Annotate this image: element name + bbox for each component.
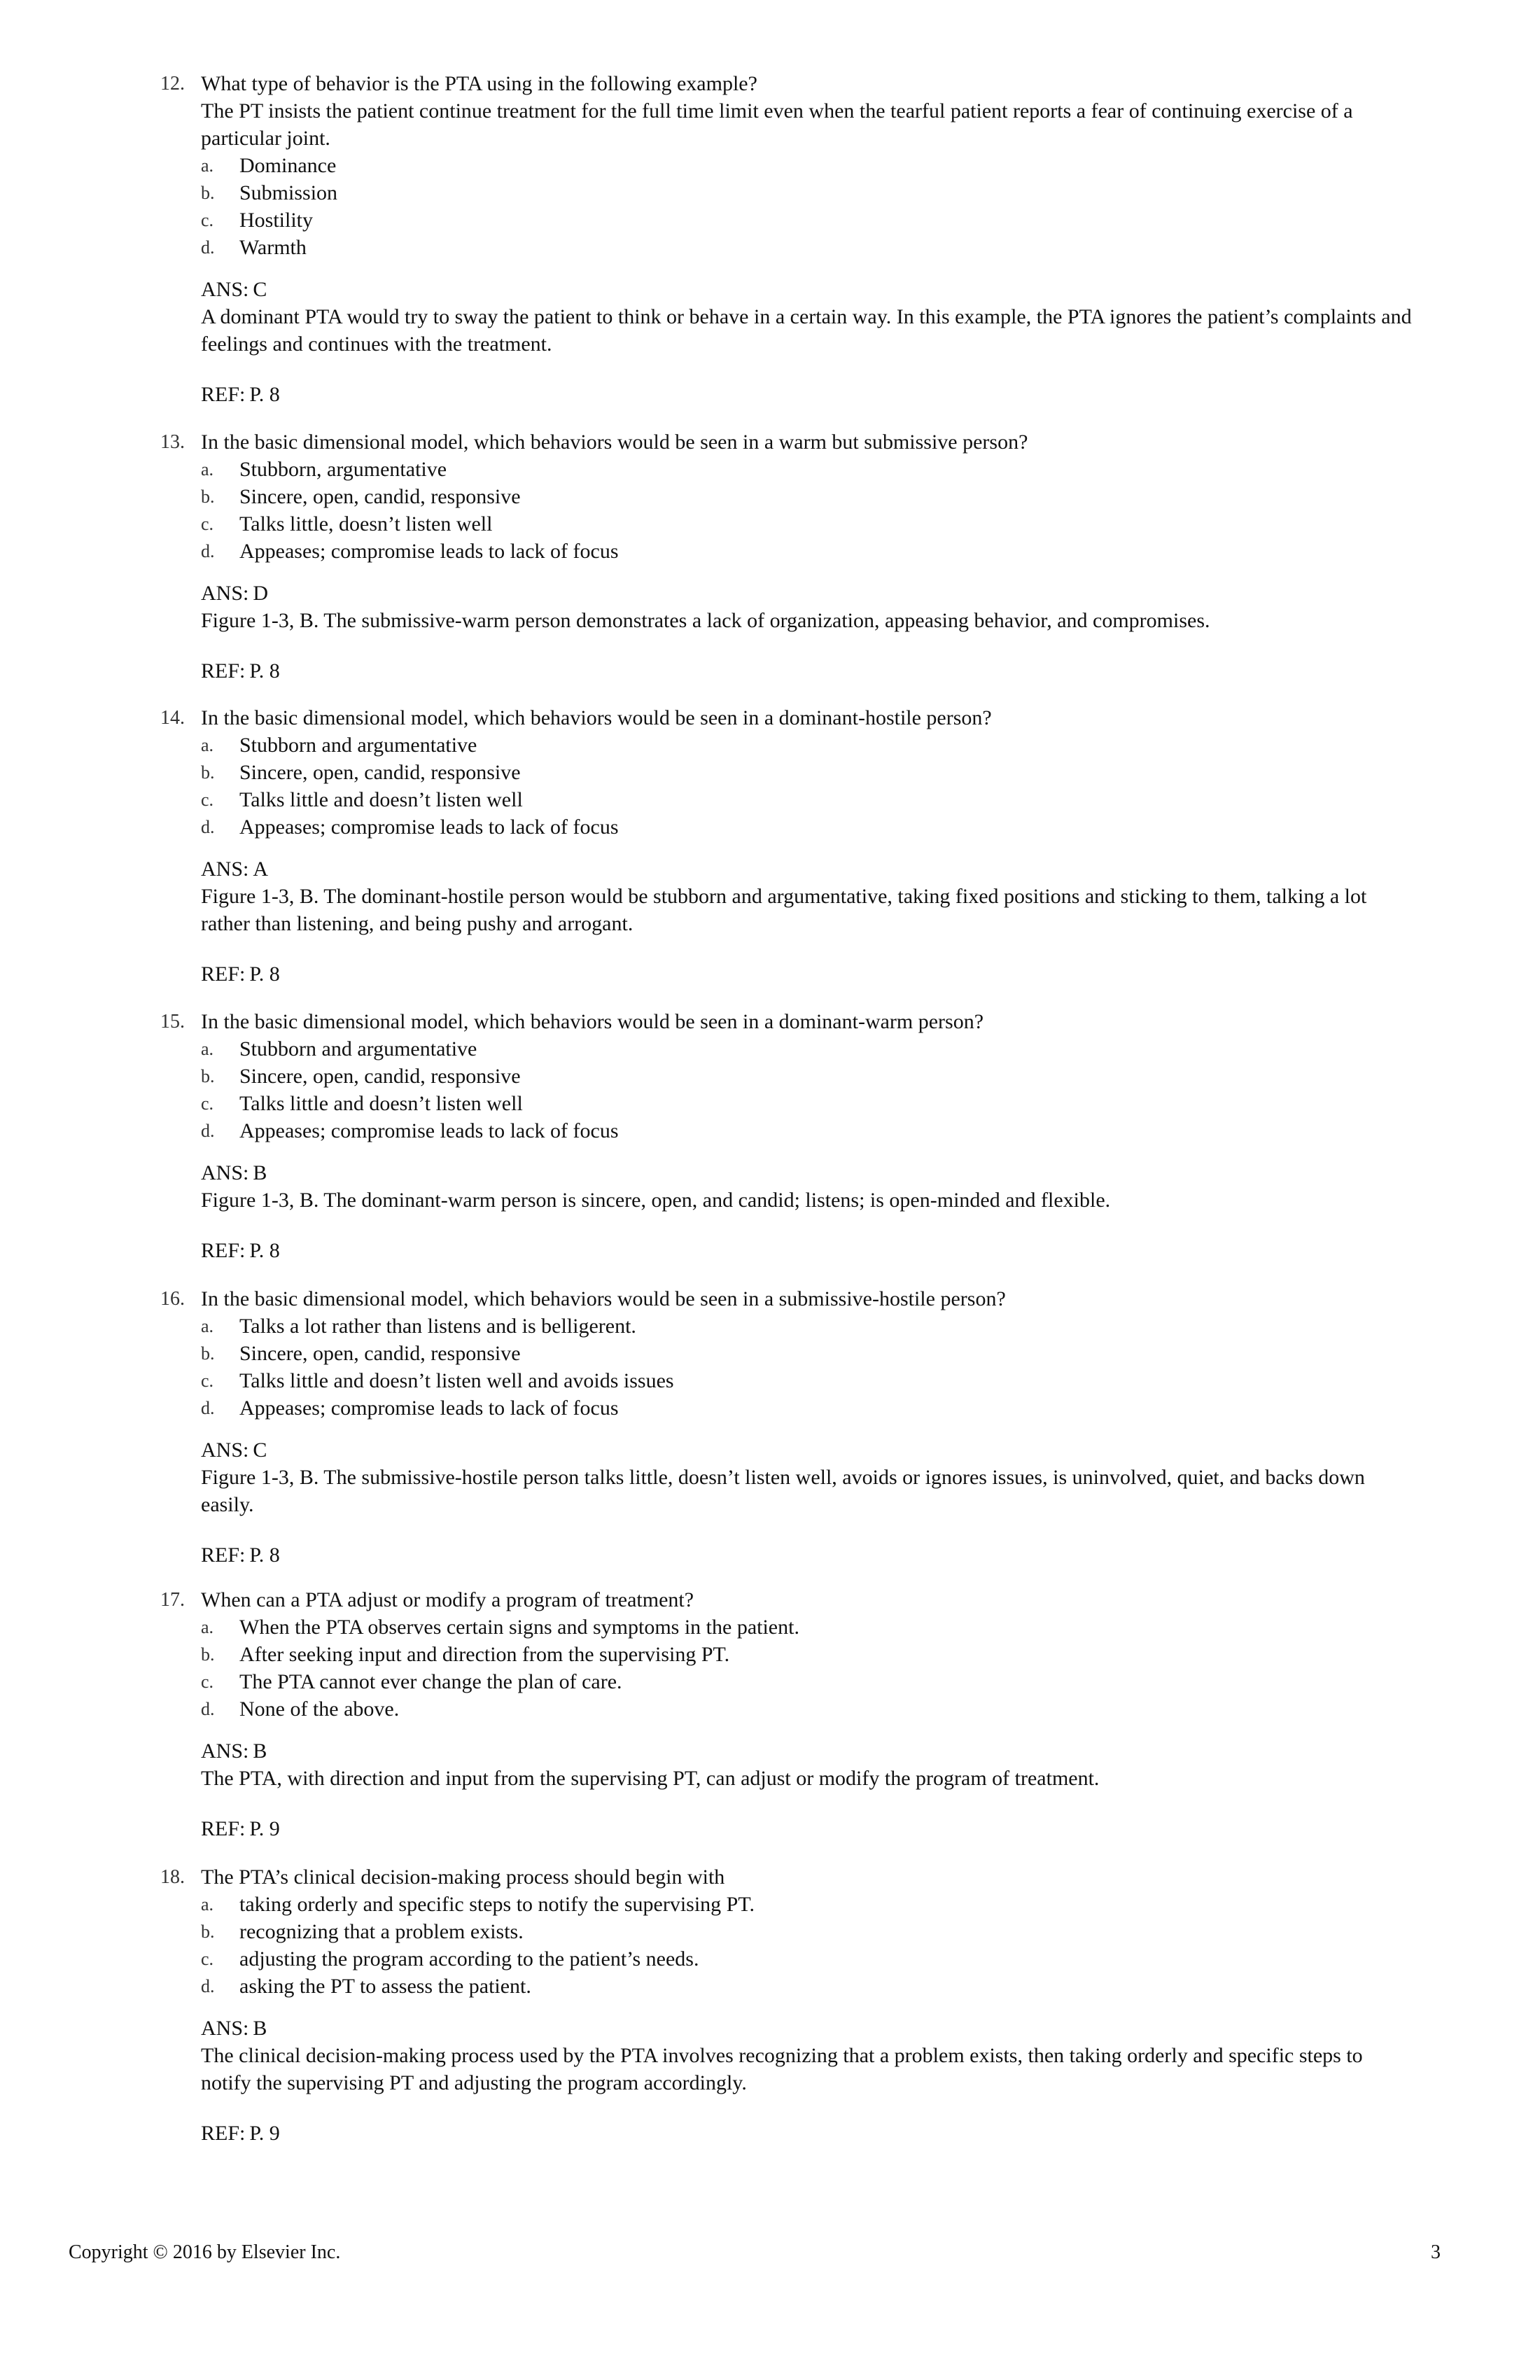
option-letter: a. <box>201 155 214 176</box>
option-text: Stubborn and argumentative <box>239 1037 477 1060</box>
question-14 <box>155 704 1429 988</box>
option-c <box>201 206 1429 234</box>
question-stem: What type of behavior is the PTA using in the following example? <box>201 72 757 95</box>
question-number: 15. <box>160 1011 185 1032</box>
option-a <box>201 732 1429 759</box>
option-text: Sincere, open, candid, responsive <box>239 761 521 784</box>
reference-label: REF: <box>201 659 246 682</box>
option-text: Appeases; compromise leads to lack of focus <box>239 540 619 563</box>
answer-rationale: The clinical decision-making process used by the PTA involves recognizing that a problem exists, then taking orderly and specific steps to notify the supervising PT and adjusting the program accordingly. <box>201 2044 1363 2094</box>
option-text: Talks a lot rather than listens and is belligerent. <box>239 1315 636 1338</box>
option-letter: b. <box>201 1066 215 1086</box>
answer-label: ANS: <box>201 1161 249 1184</box>
answer-line <box>201 1160 1429 1186</box>
answer-rationale: Figure 1-3, B. The dominant-warm person is sincere, open, and candid; listens; is open-minded and flexible. <box>201 1189 1111 1212</box>
question-number: 14. <box>160 707 185 729</box>
answer-line <box>201 2015 1429 2042</box>
answer-value: D <box>253 582 269 605</box>
reference-page: P. 8 <box>249 1239 280 1262</box>
reference-line <box>201 382 1429 408</box>
option-text: Sincere, open, candid, responsive <box>239 1065 521 1088</box>
question-12 <box>155 70 1429 408</box>
option-letter: d. <box>201 1976 215 1996</box>
option-text: adjusting the program according to the patient’s needs. <box>239 1947 699 1970</box>
option-letter: a. <box>201 459 214 479</box>
option-a <box>201 1312 1429 1340</box>
option-c <box>201 1367 1429 1394</box>
question-17 <box>155 1586 1429 1842</box>
answer-label: ANS: <box>201 1438 249 1462</box>
option-b <box>201 1063 1429 1090</box>
option-a <box>201 1614 1429 1641</box>
answer-value: B <box>253 2017 267 2040</box>
option-d <box>201 1973 1429 2000</box>
option-letter: b. <box>201 1644 215 1665</box>
option-a <box>201 456 1429 483</box>
answer-rationale: A dominant PTA would try to sway the patient to think or behave in a certain way. In this example, the PTA ignores the patient’s complaints and feelings and continues with the treatment. <box>201 305 1412 356</box>
answer-label: ANS: <box>201 582 249 605</box>
question-number: 16. <box>160 1288 185 1310</box>
reference-line <box>201 658 1429 685</box>
reference-label: REF: <box>201 1239 246 1262</box>
option-text: Appeases; compromise leads to lack of focus <box>239 1396 619 1420</box>
question-stem: In the basic dimensional model, which behaviors would be seen in a dominant-hostile person? <box>201 706 992 729</box>
answer-rationale: Figure 1-3, B. The submissive-hostile person talks little, doesn’t listen well, avoids or ignores issues, is uninvolved, quiet, and backs down easily. <box>201 1466 1365 1516</box>
option-letter: c. <box>201 514 214 534</box>
answer-line <box>201 1738 1429 1765</box>
footer-page-number: 3 <box>1431 2241 1441 2263</box>
option-letter: b. <box>201 1343 215 1364</box>
option-text: taking orderly and specific steps to notify the supervising PT. <box>239 1893 755 1916</box>
question-stem: In the basic dimensional model, which behaviors would be seen in a warm but submissive person? <box>201 430 1028 454</box>
reference-label: REF: <box>201 2122 246 2145</box>
option-b <box>201 179 1429 206</box>
option-d <box>201 1394 1429 1422</box>
option-letter: d. <box>201 817 215 837</box>
option-a <box>201 1035 1429 1063</box>
answer-line <box>201 580 1429 607</box>
option-letter: b. <box>201 183 215 203</box>
option-letter: d. <box>201 541 215 561</box>
option-letter: c. <box>201 790 214 810</box>
question-scenario: The PT insists the patient continue treatment for the full time limit even when the tearful patient reports a fear of continuing exercise of a particular joint. <box>201 99 1353 150</box>
option-c <box>201 1668 1429 1695</box>
option-d <box>201 538 1429 565</box>
option-d <box>201 1695 1429 1723</box>
answer-value: B <box>253 1161 267 1184</box>
option-b <box>201 1918 1429 1945</box>
option-letter: b. <box>201 486 215 507</box>
option-text: Talks little, doesn’t listen well <box>239 512 493 536</box>
option-text: Talks little and doesn’t listen well <box>239 1092 523 1115</box>
reference-label: REF: <box>201 962 246 986</box>
option-b <box>201 759 1429 786</box>
question-stem: In the basic dimensional model, which behaviors would be seen in a submissive-hostile person? <box>201 1287 1006 1310</box>
option-text: Submission <box>239 181 338 204</box>
question-stem: In the basic dimensional model, which behaviors would be seen in a dominant-warm person? <box>201 1010 984 1033</box>
reference-page: P. 8 <box>249 659 280 682</box>
reference-page: P. 8 <box>249 962 280 986</box>
reference-line <box>201 961 1429 988</box>
option-text: Dominance <box>239 154 337 177</box>
option-a <box>201 152 1429 179</box>
option-text: Appeases; compromise leads to lack of focus <box>239 816 619 839</box>
reference-line <box>201 2120 1429 2147</box>
option-text: Sincere, open, candid, responsive <box>239 485 521 508</box>
question-18 <box>155 1863 1429 2147</box>
option-text: recognizing that a problem exists. <box>239 1920 524 1943</box>
option-text: Talks little and doesn’t listen well <box>239 788 523 811</box>
answer-line <box>201 856 1429 883</box>
reference-page: P. 8 <box>249 383 280 406</box>
option-text: None of the above. <box>239 1698 400 1721</box>
option-d <box>201 1117 1429 1144</box>
question-16 <box>155 1285 1429 1569</box>
answer-label: ANS: <box>201 278 249 301</box>
option-letter: a. <box>201 735 214 755</box>
option-d <box>201 234 1429 261</box>
reference-page: P. 9 <box>249 2122 280 2145</box>
option-letter: d. <box>201 1398 215 1418</box>
reference-label: REF: <box>201 1817 246 1840</box>
answer-rationale: The PTA, with direction and input from the supervising PT, can adjust or modify the program of treatment. <box>201 1767 1100 1790</box>
option-text: Appeases; compromise leads to lack of focus <box>239 1119 619 1142</box>
answer-value: C <box>253 278 267 301</box>
option-letter: a. <box>201 1039 214 1059</box>
option-letter: b. <box>201 1921 215 1942</box>
option-b <box>201 483 1429 510</box>
option-text: Stubborn and argumentative <box>239 734 477 757</box>
option-letter: c. <box>201 1093 214 1114</box>
option-letter: c. <box>201 210 214 230</box>
question-stem: When can a PTA adjust or modify a program of treatment? <box>201 1588 694 1611</box>
option-d <box>201 813 1429 841</box>
answer-line <box>201 276 1429 303</box>
reference-line <box>201 1542 1429 1569</box>
option-text: Hostility <box>239 209 314 232</box>
option-letter: b. <box>201 762 215 783</box>
option-text: The PTA cannot ever change the plan of care. <box>239 1670 622 1693</box>
option-letter: c. <box>201 1672 214 1692</box>
option-text: asking the PT to assess the patient. <box>239 1975 531 1998</box>
answer-line <box>201 1437 1429 1464</box>
question-number: 13. <box>160 431 185 453</box>
option-text: Warmth <box>239 236 307 259</box>
option-letter: d. <box>201 237 215 258</box>
option-text: Sincere, open, candid, responsive <box>239 1342 521 1365</box>
option-c <box>201 786 1429 813</box>
option-b <box>201 1340 1429 1367</box>
option-a <box>201 1891 1429 1918</box>
option-letter: a. <box>201 1894 214 1914</box>
answer-rationale: Figure 1-3, B. The submissive-warm person demonstrates a lack of organization, appeasing behavior, and compromises. <box>201 609 1210 632</box>
option-letter: c. <box>201 1949 214 1969</box>
answer-value: C <box>253 1438 267 1462</box>
option-text: Talks little and doesn’t listen well and avoids issues <box>239 1369 674 1392</box>
option-letter: a. <box>201 1617 214 1637</box>
option-c <box>201 1090 1429 1117</box>
question-13 <box>155 428 1429 685</box>
option-letter: a. <box>201 1316 214 1336</box>
option-c <box>201 510 1429 538</box>
option-c <box>201 1945 1429 1973</box>
reference-label: REF: <box>201 1544 246 1567</box>
option-letter: d. <box>201 1121 215 1141</box>
answer-label: ANS: <box>201 858 249 881</box>
reference-page: P. 8 <box>249 1544 280 1567</box>
option-b <box>201 1641 1429 1668</box>
question-number: 12. <box>160 73 185 94</box>
answer-rationale: Figure 1-3, B. The dominant-hostile person would be stubborn and argumentative, taking fixed positions and sticking to them, talking a lot rather than listening, and being pushy and arrogant. <box>201 885 1367 935</box>
option-text: When the PTA observes certain signs and symptoms in the patient. <box>239 1616 799 1639</box>
reference-page: P. 9 <box>249 1817 280 1840</box>
answer-label: ANS: <box>201 2017 249 2040</box>
reference-line <box>201 1238 1429 1264</box>
reference-label: REF: <box>201 383 246 406</box>
option-letter: c. <box>201 1371 214 1391</box>
answer-value: A <box>253 858 269 881</box>
question-number: 18. <box>160 1866 185 1888</box>
answer-label: ANS: <box>201 1740 249 1763</box>
question-number: 17. <box>160 1589 185 1611</box>
answer-value: B <box>253 1740 267 1763</box>
reference-line <box>201 1816 1429 1842</box>
footer-copyright: Copyright © 2016 by Elsevier Inc. <box>69 2241 341 2263</box>
question-stem: The PTA’s clinical decision-making process should begin with <box>201 1865 725 1889</box>
option-text: Stubborn, argumentative <box>239 458 447 481</box>
option-text: After seeking input and direction from the supervising PT. <box>239 1643 730 1666</box>
question-15 <box>155 1008 1429 1264</box>
option-letter: d. <box>201 1699 215 1719</box>
